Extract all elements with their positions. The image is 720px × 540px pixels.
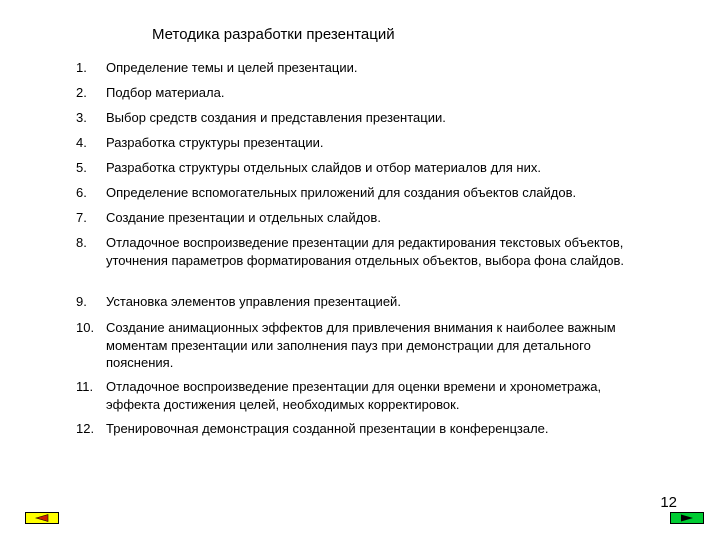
item-text: Отладочное воспроизведение презентации для редактирования текстовых объектов, уточнения параметров форматирования отдельных объектов, выбора фона слайдов. — [106, 235, 625, 268]
item-text: Подбор материала. — [106, 85, 225, 100]
item-number: 9. — [76, 294, 87, 309]
item-number: 11. — [76, 379, 94, 394]
item-text: Определение вспомогательных приложений для создания объектов слайдов. — [106, 185, 577, 200]
slide-title: Методика разработки презентаций — [152, 26, 395, 43]
prev-slide-button[interactable] — [25, 512, 59, 524]
item-text: Создание презентации и отдельных слайдов. — [106, 210, 381, 225]
item-number: 7. — [76, 210, 87, 225]
item-text: Создание анимационных эффектов для привлечения внимания к наиболее важным моментам презентации или заполнения пауз при демонстрации для детального пояснения. — [106, 320, 616, 370]
item-text: Тренировочная демонстрация созданной презентации в конференцзале. — [106, 421, 549, 436]
item-number: 2. — [76, 85, 87, 100]
item-text: Определение темы и целей презентации. — [106, 60, 358, 75]
next-slide-button[interactable] — [670, 512, 704, 524]
item-number: 1. — [76, 60, 87, 75]
item-number: 8. — [76, 235, 87, 250]
item-text: Разработка структуры презентации. — [106, 135, 324, 150]
item-number: 6. — [76, 185, 87, 200]
item-text: Выбор средств создания и представления презентации. — [106, 110, 446, 125]
item-number: 4. — [76, 135, 87, 150]
arrow-right-icon — [677, 514, 697, 522]
arrow-left-icon — [32, 514, 52, 522]
item-text: Отладочное воспроизведение презентации для оценки времени и хронометража, эффекта достижения целей, необходимых корректировок. — [106, 379, 602, 412]
item-number: 3. — [76, 110, 87, 125]
item-number: 5. — [76, 160, 87, 175]
item-number: 10. — [76, 320, 95, 335]
item-text: Установка элементов управления презентацией. — [106, 294, 401, 309]
item-number: 12. — [76, 421, 95, 436]
item-text: Разработка структуры отдельных слайдов и отбор материалов для них. — [106, 160, 541, 175]
page-number: 12 — [660, 494, 677, 511]
